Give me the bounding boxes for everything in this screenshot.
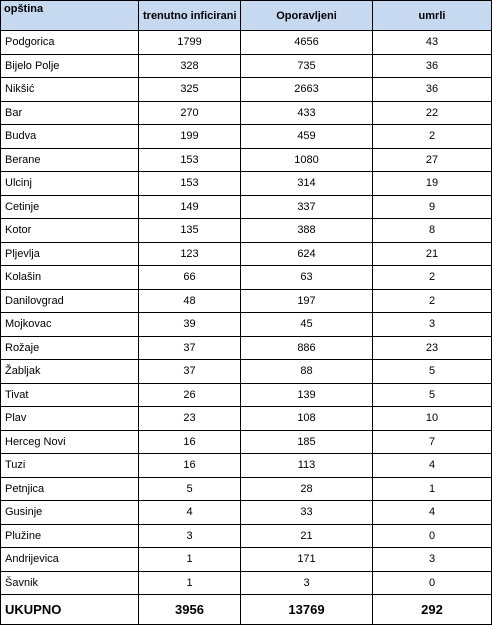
- cell-currently-infected: 48: [139, 289, 241, 313]
- cell-deceased: 1: [373, 477, 492, 501]
- cell-recovered: 337: [241, 195, 373, 219]
- cell-recovered: 388: [241, 219, 373, 243]
- cell-recovered: 185: [241, 430, 373, 454]
- cell-municipality: Žabljak: [1, 360, 139, 384]
- cell-recovered: 3: [241, 571, 373, 595]
- cell-recovered: 735: [241, 54, 373, 78]
- cell-municipality: Andrijevica: [1, 548, 139, 572]
- cell-recovered: 21: [241, 524, 373, 548]
- cell-recovered: 459: [241, 125, 373, 149]
- cell-recovered: 113: [241, 454, 373, 478]
- cell-deceased: 2: [373, 125, 492, 149]
- cell-deceased: 27: [373, 148, 492, 172]
- cell-currently-infected: 1: [139, 571, 241, 595]
- table-row: [1, 454, 492, 478]
- cell-municipality: Herceg Novi: [1, 430, 139, 454]
- cell-currently-infected: 325: [139, 78, 241, 102]
- header-municipality: opština: [1, 1, 139, 31]
- cell-deceased: 0: [373, 524, 492, 548]
- cell-recovered: 314: [241, 172, 373, 196]
- table-row: [1, 289, 492, 313]
- cell-currently-infected: 4: [139, 501, 241, 525]
- cell-recovered: 88: [241, 360, 373, 384]
- cell-municipality: Kolašin: [1, 266, 139, 290]
- table-row: [1, 125, 492, 149]
- cell-recovered: 171: [241, 548, 373, 572]
- cell-municipality: Bijelo Polje: [1, 54, 139, 78]
- cell-deceased: 36: [373, 78, 492, 102]
- cell-recovered: 108: [241, 407, 373, 431]
- cell-municipality: Tuzi: [1, 454, 139, 478]
- cell-deceased: 4: [373, 454, 492, 478]
- cell-municipality: Plav: [1, 407, 139, 431]
- cell-deceased: 9: [373, 195, 492, 219]
- cell-currently-infected: 16: [139, 454, 241, 478]
- cell-recovered: 139: [241, 383, 373, 407]
- cell-municipality: Berane: [1, 148, 139, 172]
- table-row: [1, 148, 492, 172]
- cell-deceased: 2: [373, 266, 492, 290]
- cell-deceased: 4: [373, 501, 492, 525]
- cell-recovered: 433: [241, 101, 373, 125]
- cell-recovered: 197: [241, 289, 373, 313]
- cell-currently-infected: 66: [139, 266, 241, 290]
- total-currently-infected: 3956: [139, 595, 241, 625]
- cell-currently-infected: 135: [139, 219, 241, 243]
- cell-municipality: Tivat: [1, 383, 139, 407]
- table-row: [1, 501, 492, 525]
- cell-currently-infected: 3: [139, 524, 241, 548]
- cell-deceased: 36: [373, 54, 492, 78]
- cell-deceased: 10: [373, 407, 492, 431]
- table-row: [1, 430, 492, 454]
- cell-municipality: Budva: [1, 125, 139, 149]
- cell-currently-infected: 270: [139, 101, 241, 125]
- table-row: [1, 101, 492, 125]
- table-row: [1, 54, 492, 78]
- table-row: [1, 477, 492, 501]
- cell-deceased: 2: [373, 289, 492, 313]
- cell-currently-infected: 37: [139, 336, 241, 360]
- cell-currently-infected: 1: [139, 548, 241, 572]
- cell-municipality: Kotor: [1, 219, 139, 243]
- cell-recovered: 2663: [241, 78, 373, 102]
- header-currently-infected: trenutno inficirani: [139, 1, 241, 31]
- cell-currently-infected: 199: [139, 125, 241, 149]
- cell-recovered: 1080: [241, 148, 373, 172]
- cell-currently-infected: 37: [139, 360, 241, 384]
- cell-municipality: Šavnik: [1, 571, 139, 595]
- table-body: [1, 31, 492, 595]
- cell-recovered: 4656: [241, 31, 373, 55]
- cell-currently-infected: 328: [139, 54, 241, 78]
- table-footer: [1, 595, 492, 625]
- cell-deceased: 3: [373, 548, 492, 572]
- table-row: [1, 242, 492, 266]
- cell-recovered: 45: [241, 313, 373, 337]
- header-row: [1, 1, 492, 31]
- cell-deceased: 0: [373, 571, 492, 595]
- cell-currently-infected: 26: [139, 383, 241, 407]
- cell-municipality: Cetinje: [1, 195, 139, 219]
- cell-recovered: 624: [241, 242, 373, 266]
- cell-currently-infected: 16: [139, 430, 241, 454]
- cell-municipality: Gusinje: [1, 501, 139, 525]
- table-row: [1, 313, 492, 337]
- cell-deceased: 5: [373, 383, 492, 407]
- table-row: [1, 336, 492, 360]
- table-row: [1, 548, 492, 572]
- cell-municipality: Petnjica: [1, 477, 139, 501]
- table-row: [1, 172, 492, 196]
- cell-recovered: 886: [241, 336, 373, 360]
- table-row: [1, 78, 492, 102]
- table-header: [1, 1, 492, 31]
- cell-deceased: 7: [373, 430, 492, 454]
- cell-municipality: Pljevlja: [1, 242, 139, 266]
- cell-deceased: 8: [373, 219, 492, 243]
- cell-deceased: 19: [373, 172, 492, 196]
- cell-recovered: 28: [241, 477, 373, 501]
- table-row: [1, 383, 492, 407]
- table-row: [1, 195, 492, 219]
- total-deceased: 292: [373, 595, 492, 625]
- cell-currently-infected: 149: [139, 195, 241, 219]
- cell-deceased: 43: [373, 31, 492, 55]
- cell-deceased: 21: [373, 242, 492, 266]
- header-deceased: umrli: [373, 1, 492, 31]
- cell-municipality: Ulcinj: [1, 172, 139, 196]
- cell-currently-infected: 153: [139, 148, 241, 172]
- cell-deceased: 3: [373, 313, 492, 337]
- header-recovered: Oporavljeni: [241, 1, 373, 31]
- table-row: [1, 266, 492, 290]
- cell-municipality: Bar: [1, 101, 139, 125]
- cell-recovered: 33: [241, 501, 373, 525]
- table-row: [1, 360, 492, 384]
- cell-currently-infected: 23: [139, 407, 241, 431]
- cell-currently-infected: 123: [139, 242, 241, 266]
- cell-municipality: Mojkovac: [1, 313, 139, 337]
- cell-municipality: Podgorica: [1, 31, 139, 55]
- cell-municipality: Nikšić: [1, 78, 139, 102]
- cell-deceased: 23: [373, 336, 492, 360]
- cell-municipality: Plužine: [1, 524, 139, 548]
- table-row: [1, 407, 492, 431]
- table-row: [1, 31, 492, 55]
- cell-currently-infected: 1799: [139, 31, 241, 55]
- cell-deceased: 5: [373, 360, 492, 384]
- total-label: UKUPNO: [1, 595, 139, 625]
- cell-currently-infected: 5: [139, 477, 241, 501]
- total-row: [1, 595, 492, 625]
- cell-currently-infected: 153: [139, 172, 241, 196]
- cell-deceased: 22: [373, 101, 492, 125]
- table-row: [1, 571, 492, 595]
- cell-municipality: Rožaje: [1, 336, 139, 360]
- table-row: [1, 219, 492, 243]
- cell-currently-infected: 39: [139, 313, 241, 337]
- cell-recovered: 63: [241, 266, 373, 290]
- cell-municipality: Danilovgrad: [1, 289, 139, 313]
- total-recovered: 13769: [241, 595, 373, 625]
- table-row: [1, 524, 492, 548]
